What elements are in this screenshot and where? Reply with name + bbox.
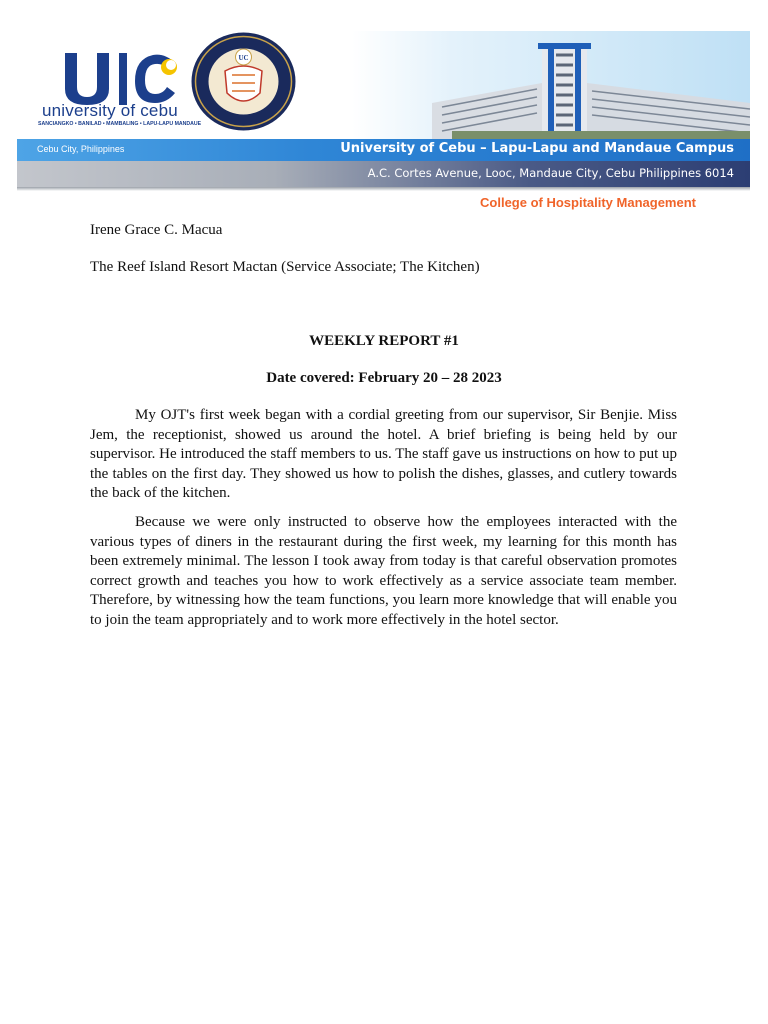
paragraph-learning: Because we were only instructed to observe how the employees interacted with the various types of diners in the restaurant during the first week, my learning for this month has been extremely minimal. The lesson I took away from today is that careful observation promotes correct growth and teaches you how to work effectively as a service associate team member. Therefore, by witnessing how the team functions, you learn more knowledge that will enable you to join the team appropriately and to work more effectively in the hotel sector. — [90, 513, 677, 628]
paragraph-first-week: My OJT's first week began with a cordial greeting from our supervisor, Sir Benjie. Miss Jem, the receptionist, showed us around the hotel. A brief briefing is being held by our supervisor. He introduced the staff members to us. The staff gave us instructions on how to put up the tables on the first day. They showed us how to polish the dishes, glasses, and cutlery towards the back of the kitchen. — [90, 407, 677, 502]
letterhead-banner — [17, 31, 750, 191]
campus-list: SANCIANGKO • BANILAD • MAMBALING • LAPU-LAPU MANDAUE — [38, 121, 202, 127]
date-covered: Date covered: February 20 – 28 2023 — [266, 370, 502, 386]
campus-name: University of Cebu – Lapu-Lapu and Mandaue Campus — [340, 141, 734, 156]
svg-text:UC: UC — [238, 54, 249, 62]
college-seal — [190, 31, 297, 132]
university-name: university of cebu — [42, 101, 178, 120]
company-assignment: The Reef Island Resort Mactan (Service Associate; The Kitchen) — [90, 259, 480, 275]
uc-logo-mark — [57, 47, 187, 107]
city-label: Cebu City, Philippines — [37, 144, 125, 154]
report-title: WEEKLY REPORT #1 — [309, 333, 459, 349]
header-band-shadow — [17, 187, 750, 191]
college-name: College of Hospitality Management — [480, 195, 696, 210]
university-logo — [37, 47, 202, 127]
report-body — [90, 406, 677, 640]
student-name: Irene Grace C. Macua — [90, 222, 223, 238]
campus-building-photo — [352, 31, 750, 141]
campus-address: A.C. Cortes Avenue, Looc, Mandaue City, Cebu Philippines 6014 — [367, 166, 734, 180]
